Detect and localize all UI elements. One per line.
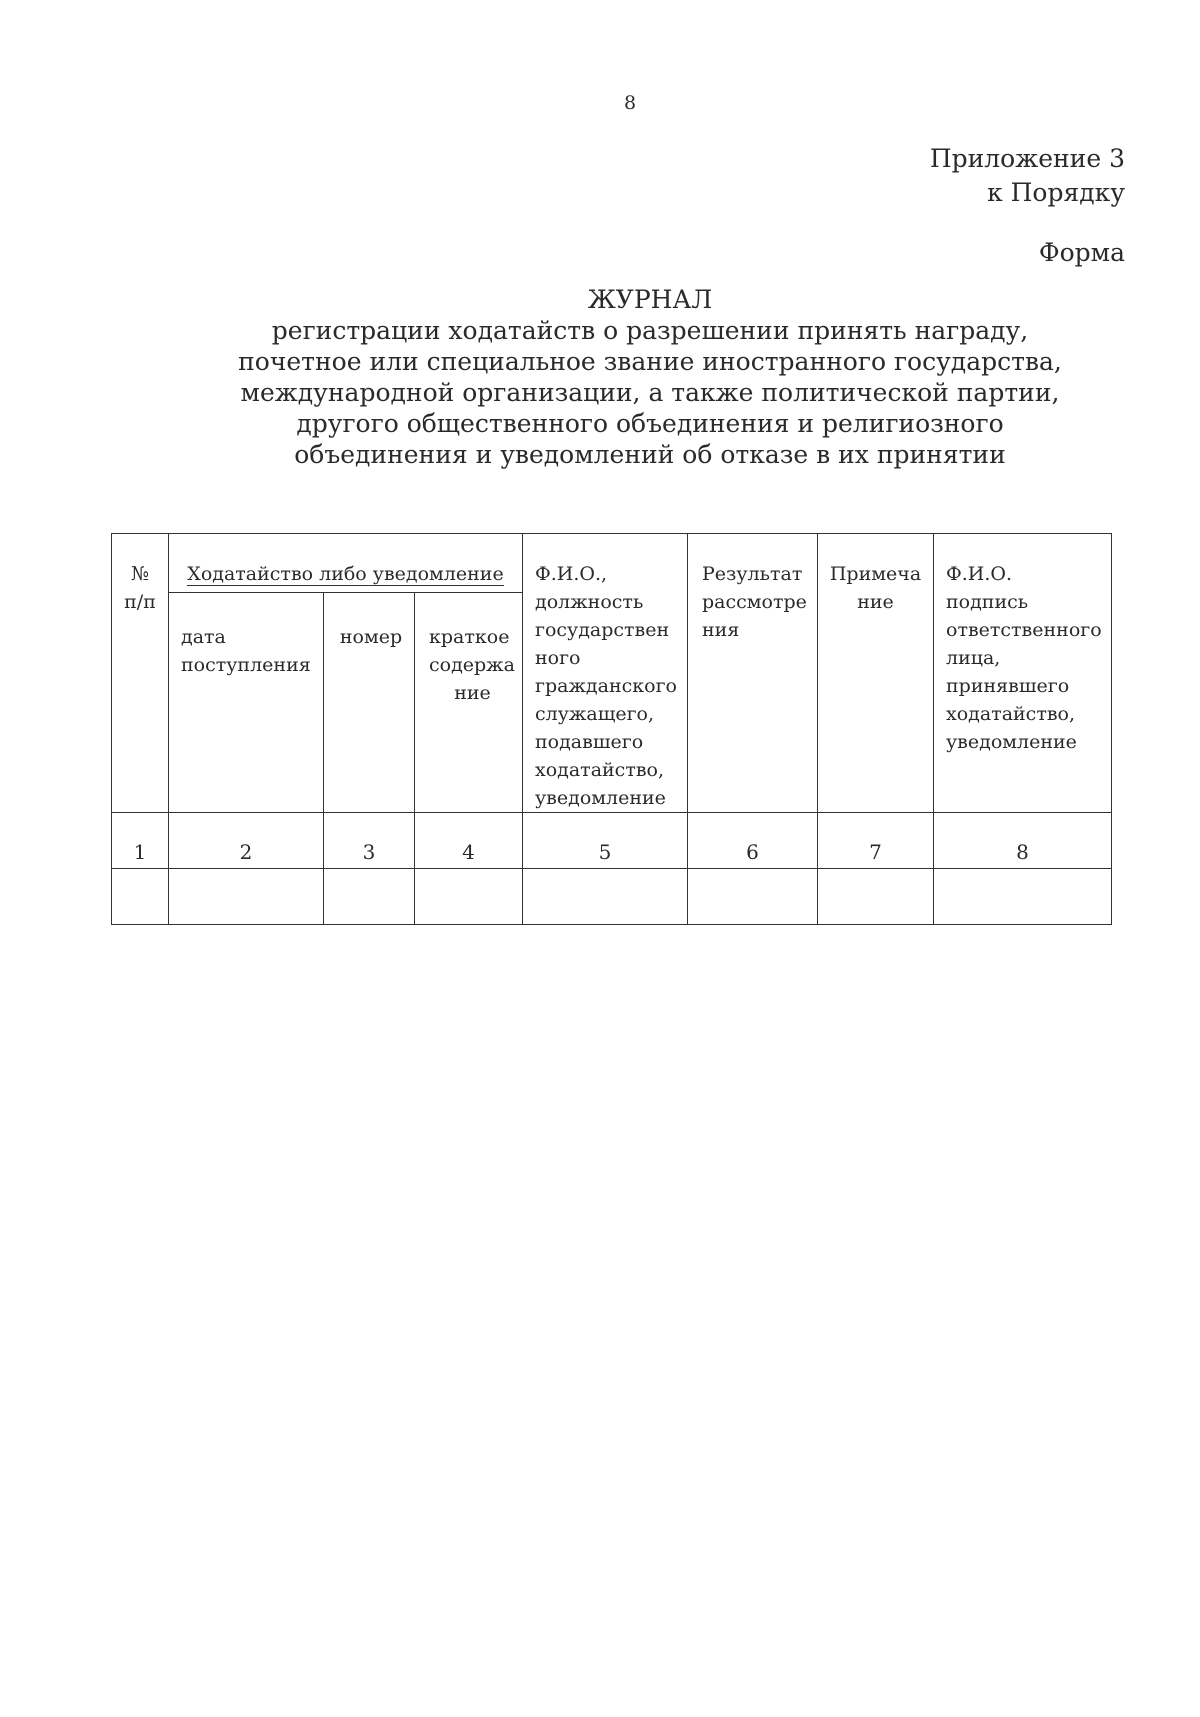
empty-cell bbox=[112, 869, 169, 925]
header-fio-line: государствен bbox=[535, 619, 670, 641]
header-number bbox=[112, 534, 169, 813]
header-note-line: Примеча bbox=[829, 563, 922, 585]
title-block bbox=[220, 284, 1080, 470]
header-doc-number-label: номер bbox=[339, 626, 403, 648]
header-responsible-line: лица, bbox=[946, 647, 1001, 669]
header-responsible-line: Ф.И.О. bbox=[946, 563, 1013, 585]
header-doc-number bbox=[324, 593, 415, 813]
header-fio-line: ходатайство, bbox=[535, 759, 665, 781]
header-responsible-line: принявшего bbox=[946, 675, 1070, 697]
header-fio bbox=[523, 534, 688, 813]
header-fio-line: должность bbox=[535, 591, 644, 613]
column-number: 8 bbox=[934, 813, 1112, 869]
header-summary-line: содержа bbox=[429, 654, 515, 676]
journal-table bbox=[111, 533, 1112, 925]
column-number: 5 bbox=[523, 813, 688, 869]
header-result-line: Результат bbox=[702, 563, 803, 585]
header-result-line: ния bbox=[702, 619, 740, 641]
empty-cell bbox=[688, 869, 818, 925]
subtitle-line: объединения и уведомлений об отказе в их принятии bbox=[294, 440, 1006, 469]
subtitle-line: регистрации ходатайств о разрешении принять награду, bbox=[271, 316, 1029, 345]
document-title: ЖУРНАЛ bbox=[587, 285, 713, 314]
header-result-line: рассмотре bbox=[702, 591, 807, 613]
header-group bbox=[169, 534, 523, 593]
header-summary-line: ние bbox=[454, 682, 491, 704]
header-group-label: Ходатайство либо уведомление bbox=[187, 563, 504, 585]
header-fio-line: уведомление bbox=[535, 787, 666, 809]
header-note bbox=[818, 534, 934, 813]
header-fio-line: служащего, bbox=[535, 703, 655, 725]
column-number: 1 bbox=[112, 813, 169, 869]
empty-cell bbox=[818, 869, 934, 925]
header-responsible-line: ходатайство, bbox=[946, 703, 1076, 725]
header-fio-line: Ф.И.О., bbox=[535, 563, 608, 585]
header-responsible bbox=[934, 534, 1112, 813]
subtitle-line: почетное или специальное звание иностранного государства, bbox=[238, 347, 1062, 376]
header-number-line: п/п bbox=[124, 591, 156, 613]
empty-cell bbox=[415, 869, 523, 925]
header-responsible-line: ответственного bbox=[946, 619, 1102, 641]
column-numbers-row bbox=[112, 813, 1112, 869]
header-row bbox=[112, 534, 1112, 593]
form-label: Форма bbox=[1038, 238, 1125, 267]
header-summary-line: краткое bbox=[429, 626, 510, 648]
header-responsible-line: уведомление bbox=[946, 731, 1077, 753]
header-date-line: поступления bbox=[181, 654, 311, 676]
header-date-line: дата bbox=[181, 626, 226, 648]
empty-cell bbox=[523, 869, 688, 925]
column-number: 3 bbox=[324, 813, 415, 869]
column-number: 6 bbox=[688, 813, 818, 869]
empty-cell bbox=[934, 869, 1112, 925]
header-date bbox=[169, 593, 324, 813]
empty-cell bbox=[169, 869, 324, 925]
appendix-line-1: Приложение 3 bbox=[929, 144, 1125, 173]
page-number: 8 bbox=[623, 92, 637, 114]
subtitle-line: другого общественного объединения и религиозного bbox=[296, 409, 1004, 438]
column-number: 7 bbox=[818, 813, 934, 869]
appendix-reference bbox=[930, 142, 1125, 210]
header-responsible-line: подпись bbox=[946, 591, 1029, 613]
header-fio-line: гражданского bbox=[535, 675, 677, 697]
header-summary bbox=[415, 593, 523, 813]
column-number: 2 bbox=[169, 813, 324, 869]
empty-entry-row bbox=[112, 869, 1112, 925]
header-number-line: № bbox=[131, 563, 149, 585]
header-fio-line: подавшего bbox=[535, 731, 644, 753]
column-number: 4 bbox=[415, 813, 523, 869]
empty-cell bbox=[324, 869, 415, 925]
subtitle-line: международной организации, а также политической партии, bbox=[240, 378, 1060, 407]
header-note-line: ние bbox=[857, 591, 894, 613]
header-fio-line: ного bbox=[535, 647, 581, 669]
appendix-line-2: к Порядку bbox=[987, 178, 1125, 207]
header-result bbox=[688, 534, 818, 813]
